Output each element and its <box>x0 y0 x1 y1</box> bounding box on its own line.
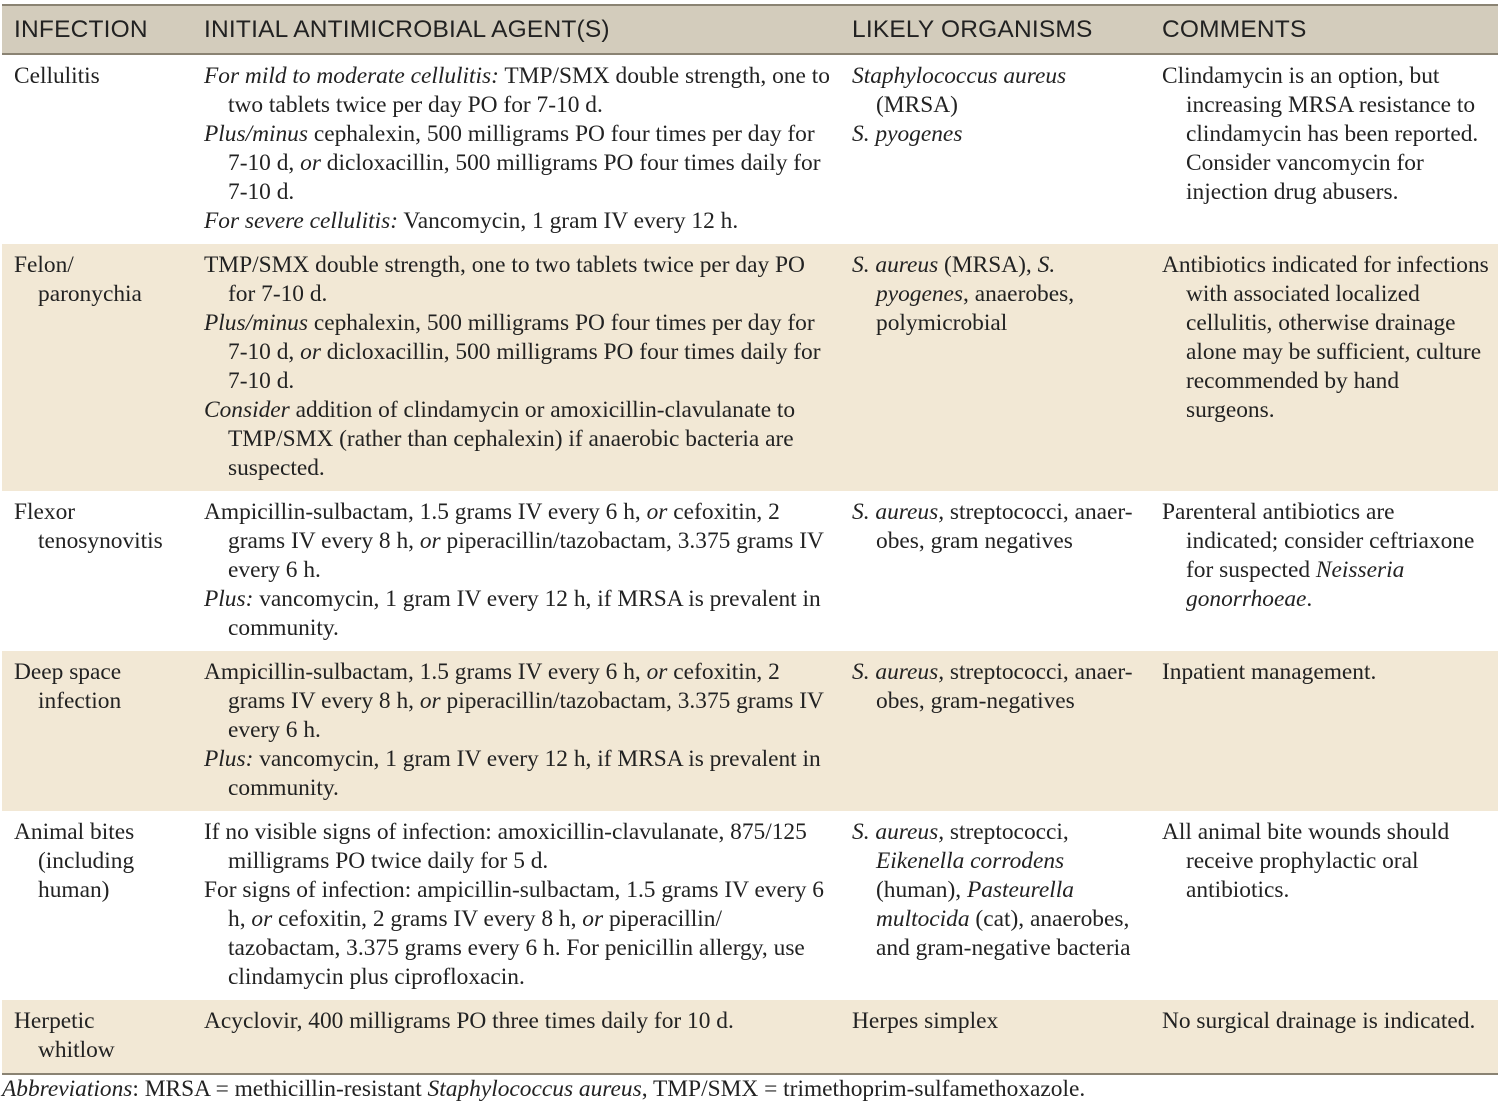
cell-infection <box>2 54 192 244</box>
cell-paragraph <box>204 1007 834 1036</box>
italic-text: S. pyogenes <box>876 252 1056 307</box>
text-run: Ampicillin-sulbactam, 1.5 grams IV every 6 h, <box>204 659 647 685</box>
text-run: Acyclovir, 400 milligrams PO three times daily for 10 d. <box>204 1008 734 1034</box>
text-run: For signs of infection: ampicillin-sulbactam, 1.5 grams IV every 6 h, <box>204 877 824 932</box>
cell-likely-organisms <box>840 1000 1150 1074</box>
cell-paragraph <box>204 396 834 483</box>
cell-comments <box>1150 54 1498 244</box>
cell-comments <box>1150 244 1498 491</box>
cell-likely-organisms <box>840 491 1150 651</box>
cell-antimicrobial-agents <box>192 811 840 1000</box>
cell-paragraph <box>204 585 834 643</box>
text-run: cephalexin, 500 milligrams PO four times per day for 7-10 d, <box>228 121 815 176</box>
text-run: . <box>1306 586 1313 612</box>
cell-paragraph <box>204 745 834 803</box>
cell-likely-organisms <box>840 244 1150 491</box>
antimicrobial-table-container <box>2 4 1498 1075</box>
text-run: , anaerobes, polymicrobial <box>876 281 1075 336</box>
italic-text: Staphylococcus aureus <box>852 63 1067 89</box>
italic-text: For severe cellulitis: <box>204 208 398 234</box>
italic-text: Plus/minus <box>204 121 308 147</box>
text-run: (cat), anaerobes, and gram-negative bacteria <box>876 906 1131 961</box>
cell-paragraph <box>1162 658 1492 687</box>
table-row <box>2 811 1498 1000</box>
text-run: If no visible signs of infection: amoxicillin-clavulanate, 875/125 milligrams PO twice daily for 5 d. <box>204 819 807 874</box>
cell-infection <box>2 491 192 651</box>
table-row <box>2 651 1498 811</box>
abbreviations-footnote <box>2 1074 1498 1104</box>
cell-paragraph <box>852 498 1144 556</box>
italic-text: For mild to moderate cellulitis: <box>204 63 499 89</box>
text-run: TMP/SMX double strength, one to two tablets twice per day PO for 7-10 d. <box>204 252 805 307</box>
cell-paragraph <box>204 62 834 120</box>
text-run: cefoxitin, 2 grams IV every 8 h, <box>272 906 583 932</box>
table-row <box>2 244 1498 491</box>
header-antimicrobial-agents: INITIAL ANTIMICROBIAL AGENT(S) <box>192 5 840 54</box>
italic-text: Abbreviations <box>2 1076 133 1102</box>
text-run: cephalexin, 500 milligrams PO four times per day for 7-10 d, <box>228 310 815 365</box>
text-run: dicloxacillin, 500 milligrams PO four times daily for 7-10 d. <box>228 339 821 394</box>
italic-text: or <box>419 528 441 554</box>
cell-paragraph <box>1162 62 1492 207</box>
header-likely-organisms: LIKELY ORGANISMS <box>840 5 1150 54</box>
cell-paragraph <box>204 658 834 745</box>
cell-antimicrobial-agents <box>192 651 840 811</box>
cell-paragraph: Animal bites (including human) <box>14 819 135 903</box>
cell-likely-organisms <box>840 811 1150 1000</box>
cell-infection <box>2 1000 192 1074</box>
header-comments: COMMENTS <box>1150 5 1498 54</box>
text-run: (human), <box>876 877 967 903</box>
text-run: piperacillin/tazobactam, 3.375 grams IV every 6 h. <box>228 528 824 583</box>
italic-text: Consider <box>204 397 290 423</box>
cell-paragraph <box>1162 1007 1492 1036</box>
cell-paragraph <box>852 1007 1144 1036</box>
text-run: Herpes simplex <box>852 1008 999 1034</box>
cell-antimicrobial-agents <box>192 244 840 491</box>
italic-text: Eikenella corrodens <box>876 848 1065 874</box>
cell-paragraph <box>204 818 834 876</box>
italic-text: S. aureus, <box>852 819 945 845</box>
text-run: Inpatient management. <box>1162 659 1377 685</box>
italic-text: or <box>646 499 668 525</box>
text-run: (MRSA), <box>938 252 1038 278</box>
cell-infection <box>2 651 192 811</box>
italic-text: Staphylococcus aureus <box>427 1076 642 1102</box>
text-run: piperacillin/ tazobactam, 3.375 grams every 6 h. For penicillin allergy, use clindamycin plus ciprofloxacin. <box>228 906 805 990</box>
cell-paragraph <box>204 120 834 207</box>
cell-paragraph <box>204 251 834 309</box>
cell-paragraph <box>1162 818 1492 905</box>
cell-paragraph: Herpetic whitlow <box>14 1008 115 1063</box>
cell-antimicrobial-agents <box>192 1000 840 1074</box>
cell-paragraph <box>852 818 1144 963</box>
text-run: Vancomycin, 1 gram IV every 12 h. <box>398 208 739 234</box>
italic-text: Plus: <box>204 746 254 772</box>
cell-paragraph <box>852 251 1144 338</box>
cell-paragraph <box>852 120 1144 149</box>
cell-comments <box>1150 651 1498 811</box>
text-run: streptococci, anaer-obes, gram-negatives <box>876 659 1133 714</box>
cell-paragraph: Felon/ paronychia <box>14 252 142 307</box>
text-run: Antibiotics indicated for infections with associated localized cellulitis, otherwise drainage alone may be sufficient, culture recommended by hand surgeons. <box>1162 252 1489 423</box>
italic-text: S. aureus, <box>852 659 945 685</box>
antimicrobial-table <box>2 4 1498 1075</box>
italic-text: or <box>419 688 441 714</box>
table-header <box>2 5 1498 54</box>
cell-paragraph <box>204 207 834 236</box>
text-run: addition of clindamycin or amoxicillin-clavulanate to TMP/SMX (rather than cephalexin) if anaerobic bacteria are suspected. <box>228 397 796 481</box>
cell-paragraph <box>1162 251 1492 425</box>
cell-likely-organisms <box>840 54 1150 244</box>
table-row <box>2 54 1498 244</box>
header-infection: INFECTION <box>2 5 192 54</box>
cell-paragraph <box>852 658 1144 716</box>
italic-text: or <box>251 906 273 932</box>
cell-paragraph: Cellulitis <box>14 63 100 89</box>
italic-text: Plus/minus <box>204 310 308 336</box>
cell-paragraph: Deep space infection <box>14 659 122 714</box>
cell-infection <box>2 244 192 491</box>
cell-paragraph <box>1162 498 1492 614</box>
text-run: (MRSA) <box>876 92 958 118</box>
cell-paragraph <box>204 876 834 992</box>
cell-paragraph: Flexor tenosynovitis <box>14 499 163 554</box>
text-run: dicloxacillin, 500 milligrams PO four times daily for 7-10 d. <box>228 150 821 205</box>
cell-paragraph <box>204 309 834 396</box>
italic-text: Neisseria gonorrhoeae <box>1186 557 1405 612</box>
cell-infection <box>2 811 192 1000</box>
text-run: vancomycin, 1 gram IV every 12 h, if MRSA is prevalent in community. <box>228 586 821 641</box>
table-row <box>2 1000 1498 1074</box>
text-run: Ampicillin-sulbactam, 1.5 grams IV every 6 h, <box>204 499 647 525</box>
cell-antimicrobial-agents <box>192 54 840 244</box>
italic-text: S. pyogenes <box>852 121 963 147</box>
cell-antimicrobial-agents <box>192 491 840 651</box>
cell-paragraph <box>204 498 834 585</box>
text-run: cefoxitin, 2 grams IV every 8 h, <box>228 659 780 714</box>
italic-text: Plus: <box>204 586 254 612</box>
text-run: piperacillin/tazobactam, 3.375 grams IV every 6 h. <box>228 688 824 743</box>
italic-text: Pasteurella multocida <box>876 877 1074 932</box>
header-row <box>2 5 1498 54</box>
italic-text: or <box>582 906 604 932</box>
text-run: , TMP/SMX = trimethoprim-sulfamethoxazole. <box>641 1076 1086 1102</box>
cell-likely-organisms <box>840 651 1150 811</box>
cell-comments <box>1150 491 1498 651</box>
text-run: streptococci, <box>944 819 1069 845</box>
italic-text: or <box>300 150 321 176</box>
text-run: cefoxitin, 2 grams IV every 8 h, <box>228 499 780 554</box>
italic-text: or <box>300 339 321 365</box>
text-run: All animal bite wounds should receive prophylactic oral antibiotics. <box>1162 819 1450 903</box>
cell-comments <box>1150 1000 1498 1074</box>
table-row <box>2 491 1498 651</box>
text-run: : MRSA = methicillin-resistant <box>132 1076 428 1102</box>
cell-comments <box>1150 811 1498 1000</box>
text-run: vancomycin, 1 gram IV every 12 h, if MRSA is prevalent in community. <box>228 746 821 801</box>
text-run: Clindamycin is an option, but increasing MRSA resistance to clindamycin has been reported. Consider vancomycin for injection drug abusers. <box>1162 63 1479 205</box>
table-body <box>2 54 1498 1074</box>
cell-paragraph <box>852 62 1144 120</box>
italic-text: S. aureus <box>852 252 939 278</box>
text-run: No surgical drainage is indicated. <box>1162 1008 1476 1034</box>
text-run: streptococci, anaer-obes, gram negatives <box>876 499 1133 554</box>
text-run: TMP/SMX double strength, one to two tablets twice per day PO for 7-10 d. <box>228 63 830 118</box>
italic-text: or <box>646 659 668 685</box>
italic-text: S. aureus, <box>852 499 945 525</box>
text-run: Parenteral antibiotics are indicated; consider ceftriaxone for suspected <box>1162 499 1475 583</box>
